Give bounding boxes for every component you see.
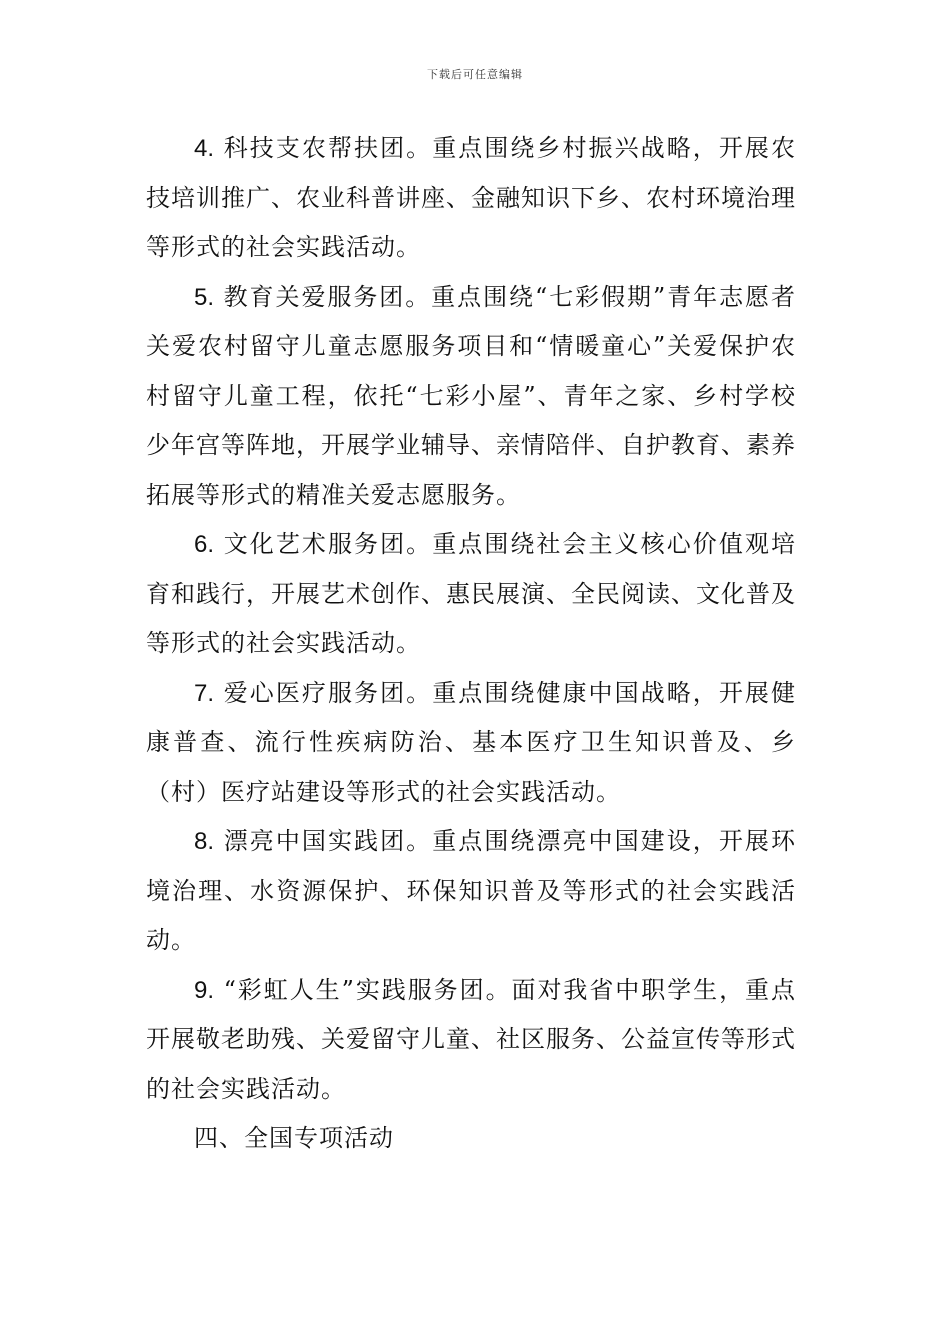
paragraph-6 [146,520,796,669]
paragraph-text: 爱心医疗服务团。重点围绕健康中国战略，开展健康普查、流行性疾病防治、基本医疗卫生知识普及、乡（村）医疗站建设等形式的社会实践活动。 [146,678,796,806]
paragraph-7 [146,669,796,818]
paragraph-text: 科技支农帮扶团。重点围绕乡村振兴战略，开展农技培训推广、农业科普讲座、金融知识下乡、农村环境治理等形式的社会实践活动。 [146,134,796,261]
paragraph-4 [146,124,796,273]
section-heading-text: 四、全国专项活动 [194,1124,394,1152]
paragraph-text: 教育关爱服务团。重点围绕“七彩假期”青年志愿者关爱农村留守儿童志愿服务项目和“情暖童心”关爱保护农村留守儿童工程，依托“七彩小屋”、青年之家、乡村学校少年宫等阵地，开展学业辅导、亲情陪伴、自护教育、素养拓展等形式的精准关爱志愿服务。 [146,282,796,509]
paragraph-text: 漂亮中国实践团。重点围绕漂亮中国建设，开展环境治理、水资源保护、环保知识普及等形式的社会实践活动。 [146,827,796,954]
paragraph-number: 5. [194,283,215,311]
paragraph-number: 4. [194,135,215,162]
paragraph-5 [146,273,796,521]
header-note: 下载后可任意编辑 [427,68,523,81]
document-body [146,124,796,1164]
paragraph-9 [146,966,796,1115]
paragraph-number: 9. [194,976,215,1004]
paragraph-8 [146,817,796,966]
paragraph-number: 6. [194,531,215,558]
paragraph-text: “彩虹人生”实践服务团。面对我省中职学生，重点开展敬老助残、关爱留守儿童、社区服务、公益宣传等形式的社会实践活动。 [146,975,796,1103]
paragraph-number: 7. [194,679,215,707]
section-heading [146,1114,796,1164]
paragraph-text: 文化艺术服务团。重点围绕社会主义核心价值观培育和践行，开展艺术创作、惠民展演、全民阅读、文化普及等形式的社会实践活动。 [146,530,796,657]
paragraph-number: 8. [194,828,215,855]
